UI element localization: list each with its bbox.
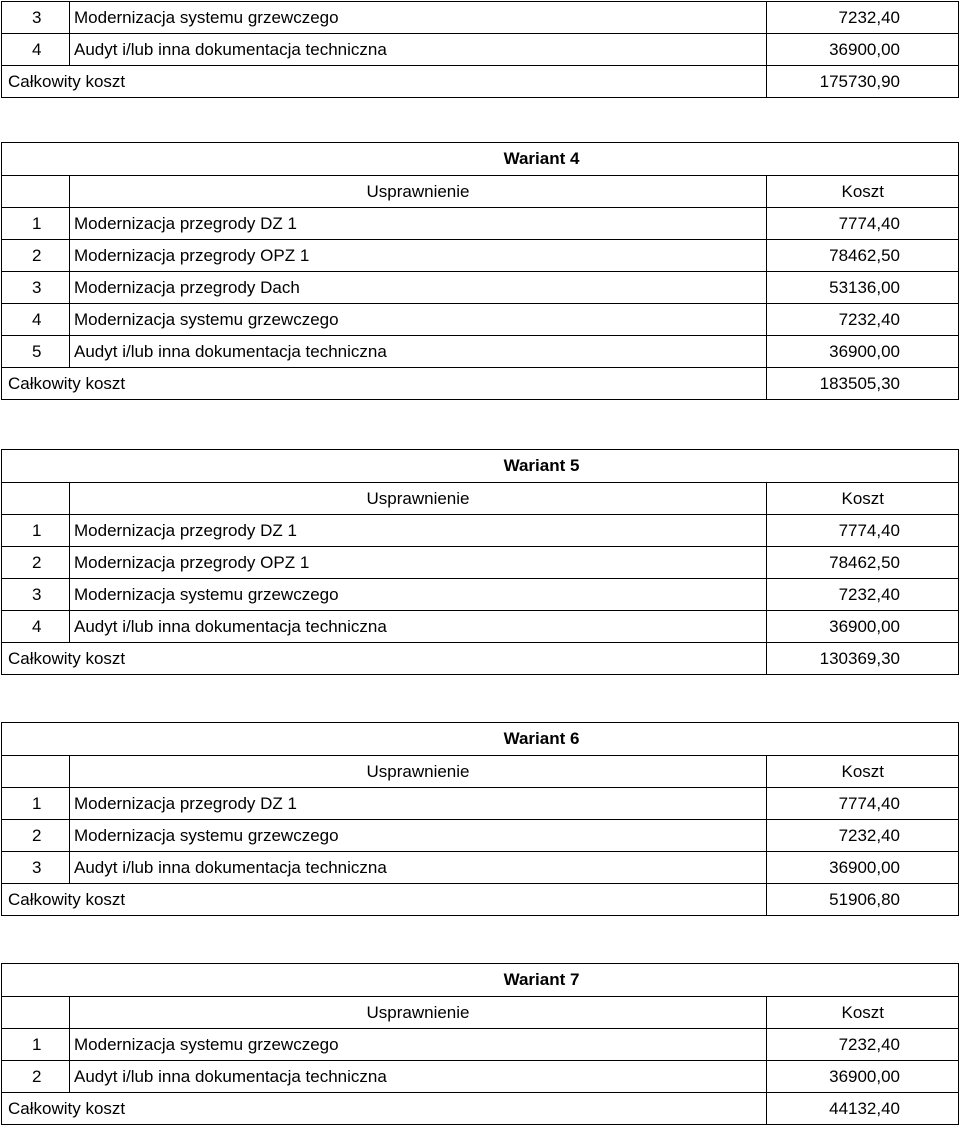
row-number: 3 [2,579,70,611]
total-label: Całkowity koszt [2,66,767,98]
row-number: 2 [2,1061,70,1093]
row-improvement: Modernizacja systemu grzewczego [70,2,767,34]
table-row [2,2,959,34]
row-number: 1 [2,1029,70,1061]
row-number: 4 [2,304,70,336]
row-cost: 7774,40 [767,208,959,240]
total-label: Całkowity koszt [2,643,767,675]
row-improvement: Modernizacja systemu grzewczego [70,1029,767,1061]
row-improvement: Modernizacja przegrody DZ 1 [70,208,767,240]
row-number: 2 [2,547,70,579]
row-cost: 7232,40 [767,304,959,336]
table-row [2,1061,959,1093]
column-header-improvement: Usprawnienie [70,176,767,208]
row-improvement: Audyt i/lub inna dokumentacja techniczna [70,852,767,884]
header-row [2,756,959,788]
row-number: 2 [2,820,70,852]
table-row [2,272,959,304]
row-cost: 7232,40 [767,2,959,34]
total-cost: 183505,30 [767,368,959,400]
total-cost: 51906,80 [767,884,959,916]
row-number: 2 [2,240,70,272]
table-row [2,547,959,579]
variant-table-partial [1,1,959,98]
variant-title: Wariant 7 [503,970,580,989]
row-cost: 7774,40 [767,788,959,820]
row-improvement: Modernizacja przegrody OPZ 1 [70,240,767,272]
row-number: 1 [2,208,70,240]
table-row [2,304,959,336]
table-row [2,515,959,547]
row-improvement: Modernizacja przegrody DZ 1 [70,515,767,547]
row-improvement: Modernizacja systemu grzewczego [70,304,767,336]
column-header-cost: Koszt [767,176,959,208]
row-cost: 7774,40 [767,515,959,547]
row-cost: 36900,00 [767,336,959,368]
row-improvement: Modernizacja systemu grzewczego [70,820,767,852]
variant-title: Wariant 5 [503,456,580,475]
row-improvement: Audyt i/lub inna dokumentacja techniczna [70,611,767,643]
row-cost: 36900,00 [767,1061,959,1093]
column-header-improvement: Usprawnienie [70,997,767,1029]
row-improvement: Modernizacja systemu grzewczego [70,579,767,611]
row-number: 3 [2,852,70,884]
variant-title-row [2,964,959,997]
table-row [2,34,959,66]
row-improvement: Audyt i/lub inna dokumentacja techniczna [70,1061,767,1093]
total-row [2,368,959,400]
variant-table-6 [1,722,959,916]
row-cost: 36900,00 [767,852,959,884]
total-row [2,643,959,675]
table-row [2,820,959,852]
total-row [2,884,959,916]
variant-table-5 [1,449,959,675]
variant-table-4 [1,142,959,400]
column-header-improvement: Usprawnienie [70,756,767,788]
variant-title-row [2,450,959,483]
variant-title: Wariant 4 [503,149,580,168]
total-cost: 44132,40 [767,1093,959,1125]
column-header-cost: Koszt [767,997,959,1029]
table-row [2,579,959,611]
row-cost: 78462,50 [767,240,959,272]
row-improvement: Audyt i/lub inna dokumentacja techniczna [70,34,767,66]
row-improvement: Modernizacja przegrody OPZ 1 [70,547,767,579]
total-row [2,66,959,98]
column-header-cost: Koszt [767,756,959,788]
row-cost: 7232,40 [767,579,959,611]
header-row [2,483,959,515]
row-improvement: Audyt i/lub inna dokumentacja techniczna [70,336,767,368]
total-cost: 130369,30 [767,643,959,675]
row-improvement: Modernizacja przegrody Dach [70,272,767,304]
row-number: 1 [2,515,70,547]
header-row [2,997,959,1029]
row-number: 4 [2,34,70,66]
row-improvement: Modernizacja przegrody DZ 1 [70,788,767,820]
header-row [2,176,959,208]
column-header-improvement: Usprawnienie [70,483,767,515]
row-cost: 7232,40 [767,820,959,852]
variant-title: Wariant 6 [503,729,580,748]
table-row [2,1029,959,1061]
table-row [2,611,959,643]
row-cost: 36900,00 [767,611,959,643]
row-number: 5 [2,336,70,368]
row-cost: 36900,00 [767,34,959,66]
table-row [2,788,959,820]
row-cost: 53136,00 [767,272,959,304]
table-row [2,208,959,240]
total-label: Całkowity koszt [2,884,767,916]
row-number: 1 [2,788,70,820]
column-header-cost: Koszt [767,483,959,515]
total-row [2,1093,959,1125]
row-number: 4 [2,611,70,643]
table-row [2,336,959,368]
variant-title-row [2,143,959,176]
table-row [2,852,959,884]
variant-title-row [2,723,959,756]
total-label: Całkowity koszt [2,1093,767,1125]
row-number: 3 [2,2,70,34]
row-cost: 7232,40 [767,1029,959,1061]
table-row [2,240,959,272]
row-number: 3 [2,272,70,304]
total-cost: 175730,90 [767,66,959,98]
row-cost: 78462,50 [767,547,959,579]
total-label: Całkowity koszt [2,368,767,400]
variant-table-7 [1,963,959,1125]
